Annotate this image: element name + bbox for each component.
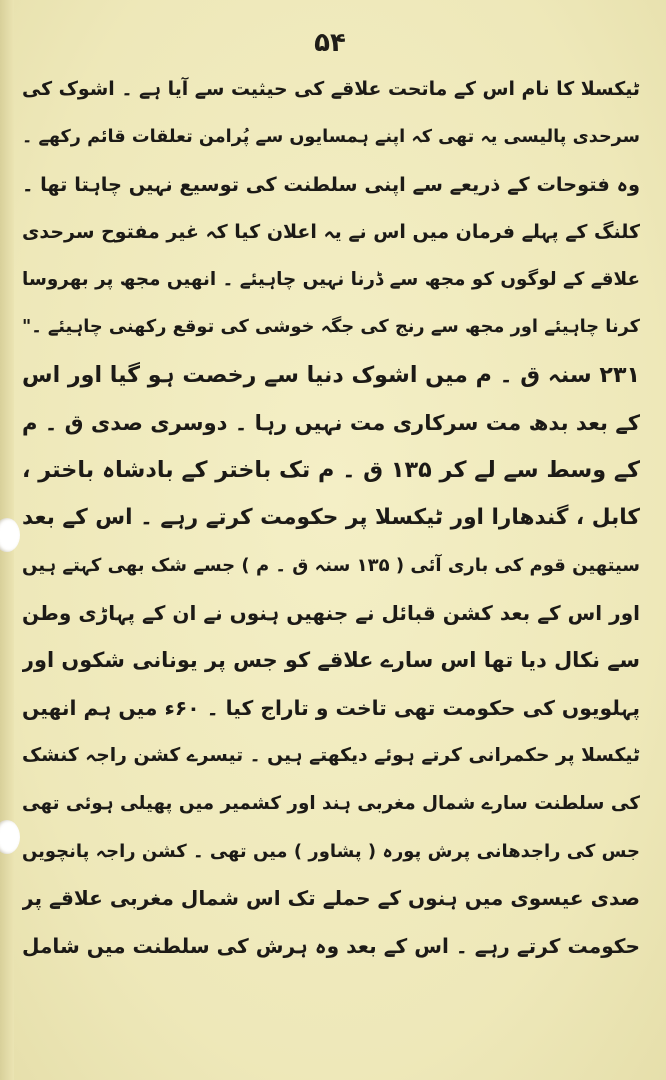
text-line: سرحدی پالیسی یہ تھی کہ اپنے ہمسایوں سے پُرامن تعلقات قائم رکھے ۔ [22, 126, 640, 147]
text-line: سے نکال دیا تھا اس سارے علاقے کو جس پر یونانی شکوں اور [22, 648, 640, 673]
text-line: کرنا چاہیئے اور مجھ سے رنج کی جگہ خوشی کی توقع رکھنی چاہیئے ۔" [22, 316, 640, 337]
text-line: کلنگ کے پہلے فرمان میں اس نے یہ اعلان کیا کہ غیر مفتوح سرحدی [22, 220, 640, 243]
text-line: پہلویوں کی حکومت تھی تاخت و تاراج کیا ۔ ۶۰ء میں ہم انھیں [22, 695, 640, 720]
binding-hole-top [0, 518, 20, 552]
text-line: وہ فتوحات کے ذریعے سے اپنی سلطنت کی توسیع نہیں چاہتا تھا ۔ [22, 173, 640, 197]
binding-hole-bottom [0, 820, 20, 854]
text-line: حکومت کرتے رہے ۔ اس کے بعد وہ ہرش کی سلطنت میں شامل [22, 933, 640, 958]
text-line: کابل ، گندھارا اور ٹیکسلا پر حکومت کرتے رہے ۔ اس کے بعد [22, 505, 640, 531]
text-line: کے وسط سے لے کر ۱۳۵ ق ۔ م تک باختر کے بادشاہ باختر ، [22, 456, 640, 483]
text-line: جس کی راجدھانی پرش پورہ ( پشاور ) میں تھی ۔ کشن راجہ پانچویں [22, 840, 640, 862]
text-line: ۲۳۱ سنہ ق ۔ م میں اشوک دنیا سے رخصت ہو گیا اور اس [22, 361, 640, 388]
text-line: ٹیکسلا کا نام اس کے ماتحت علاقے کی حیثیت سے آیا ہے ۔ اشوک کی [22, 78, 640, 100]
text-line: سیتھین قوم کی باری آئی ( ۱۳۵ سنہ ق ۔ م ) جسے شک بھی کہتے ہیں [22, 554, 640, 576]
text-line: اور اس کے بعد کشن قبائل نے جنھیں ہنوں نے ان کے پہاڑی وطن [22, 600, 640, 625]
text-line: کی سلطنت سارے شمال مغربی ہند اور کشمیر میں پھیلی ہوئی تھی [22, 792, 640, 814]
page-number: ۵۴ [314, 28, 346, 58]
text-line: صدی عیسوی میں ہنوں کے حملے تک اس شمال مغربی علاقے پر [22, 886, 640, 911]
text-line: ٹیکسلا پر حکمرانی کرتے ہوئے دیکھتے ہیں ۔ تیسرے کشن راجہ کنشک [22, 745, 640, 767]
text-line: علاقے کے لوگوں کو مجھ سے ڈرنا نہیں چاہیئے ۔ انھیں مجھ پر بھروسا [22, 269, 640, 291]
urdu-text-body [22, 66, 640, 970]
text-line: کے بعد بدھ مت سرکاری مت نہیں رہا ۔ دوسری صدی ق ۔ م [22, 410, 640, 436]
